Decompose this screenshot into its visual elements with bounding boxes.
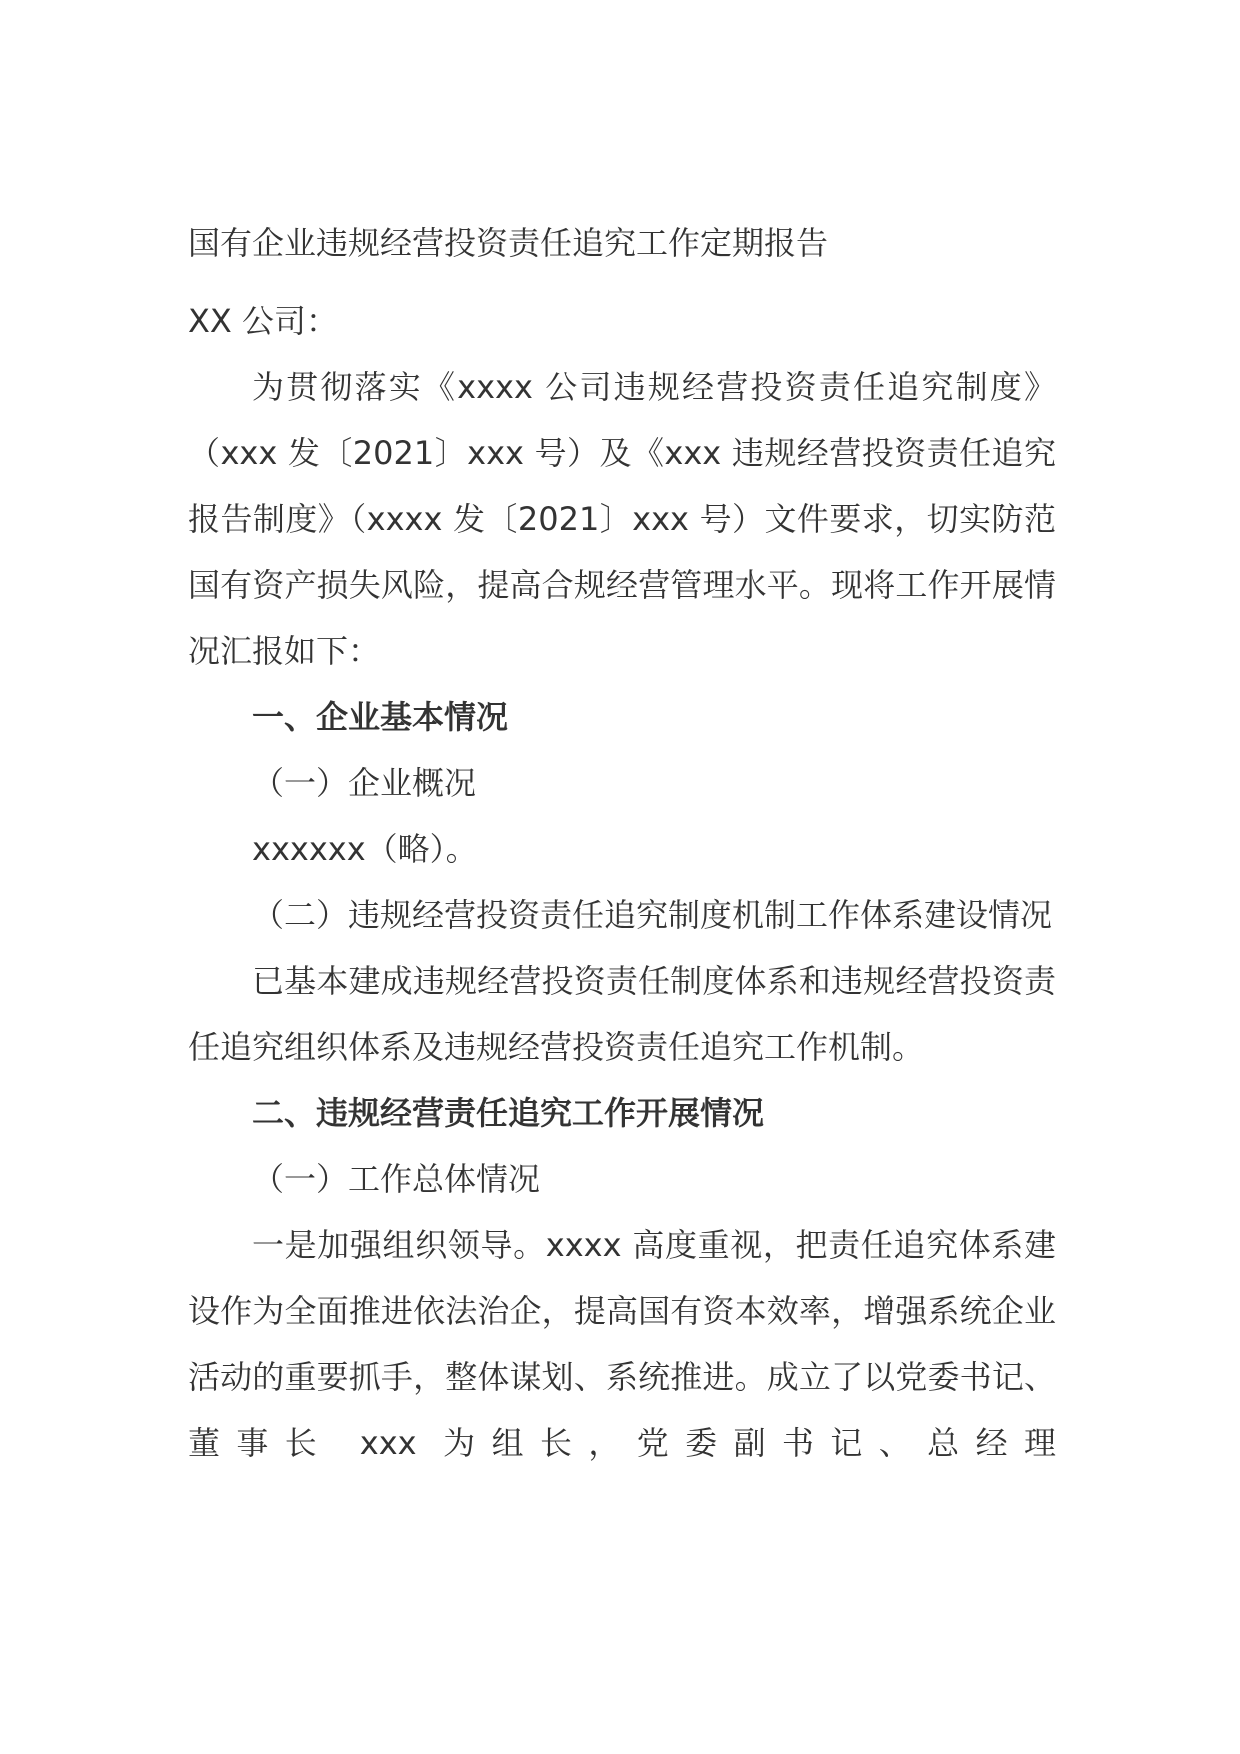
section-1-heading: 一、企业基本情况 — [252, 698, 509, 736]
section-1-subheading-2: （二）违规经营投资责任追究制度机制工作体系建设情况 — [252, 896, 1053, 934]
section-1-sub-2-body: 已基本建成违规经营投资责任制度体系和违规经营投资责任追究组织体系及违规经营投资责任追究工作机制。 — [188, 962, 1056, 1066]
salutation: XX 公司： — [188, 302, 339, 340]
section-1-subheading-1: （一）企业概况 — [252, 764, 477, 802]
section-2-heading: 二、违规经营责任追究工作开展情况 — [252, 1094, 765, 1132]
document-title: 国有企业违规经营投资责任追究工作定期报告 — [188, 224, 829, 262]
section-1-sub-1-body: xxxxxx（略）。 — [252, 830, 478, 868]
section-2-sub-1-body: 一是加强组织领导。xxxx 高度重视，把责任追究体系建设作为全面推进依法治企，提高国有资本效率，增强系统企业活动的重要抓手，整体谋划、系统推进。成立了以党委书记、董事长 xxx 为组长，党委副书记、总经理 — [188, 1226, 1056, 1462]
document-page — [188, 210, 1056, 1476]
intro-paragraph: 为贯彻落实《xxxx 公司违规经营投资责任追究制度》（xxx 发〔2021〕xxx 号）及《xxx 违规经营投资责任追究报告制度》（xxxx 发〔2021〕xxx 号）文件要求，切实防范国有资产损失风险，提高合规经营管理水平。现将工作开展情况汇报如下： — [188, 368, 1056, 670]
section-2-subheading-1: （一）工作总体情况 — [252, 1160, 541, 1198]
